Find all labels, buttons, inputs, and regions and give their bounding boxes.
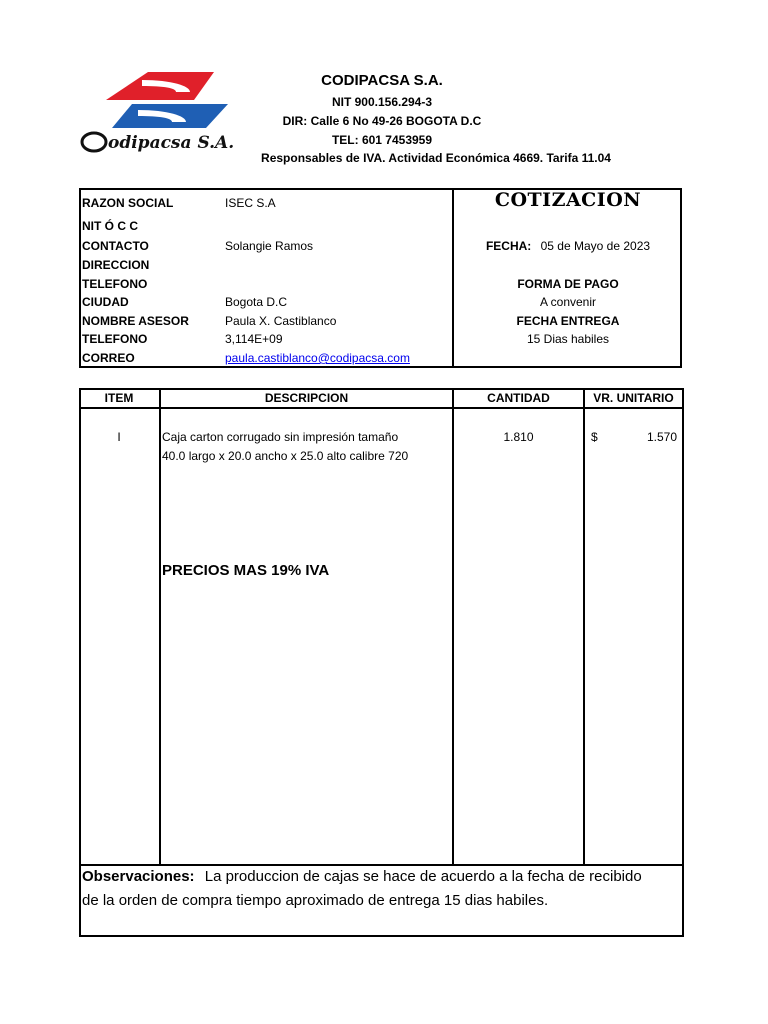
value-razon-social: ISEC S.A [225, 196, 276, 210]
client-box-divider [452, 188, 454, 368]
fecha-label: FECHA: [485, 239, 532, 253]
fecha-entrega-value: 15 Dias habiles [526, 332, 610, 346]
company-logo [78, 66, 258, 158]
forma-pago-value: A convenir [539, 295, 597, 309]
header-vr-unitario: VR. UNITARIO [593, 391, 674, 405]
label-telefono-asesor: TELEFONO [82, 332, 148, 346]
label-razon-social: RAZON SOCIAL [82, 196, 174, 210]
items-table [79, 388, 684, 937]
fecha-row [456, 239, 680, 253]
label-nit: NIT Ó C C [82, 219, 138, 233]
header-cantidad: CANTIDAD [487, 391, 550, 405]
company-address: DIR: Calle 6 No 49-26 BOGOTA D.C [282, 114, 482, 128]
email-link[interactable]: paula.castiblanco@codipacsa.com [225, 351, 410, 365]
value-contacto: Solangie Ramos [225, 239, 314, 253]
row-unit-price: 1.570 [646, 430, 677, 444]
observations-label: Observaciones: [82, 868, 195, 885]
col-divider-3 [583, 388, 585, 866]
company-name: CODIPACSA S.A. [321, 72, 443, 89]
observations-line1 [82, 868, 642, 885]
row-currency: $ [591, 430, 598, 444]
row-description-line2: 40.0 largo x 20.0 ancho x 25.0 alto calibre 720 [162, 449, 409, 463]
logo-c-mark [82, 133, 106, 151]
quote-title: COTIZACION [494, 189, 642, 211]
fecha-value: 05 de Mayo de 2023 [540, 239, 651, 253]
value-asesor: Paula X. Castiblanco [225, 314, 337, 328]
header-descripcion: DESCRIPCION [264, 391, 349, 405]
label-correo: CORREO [82, 351, 135, 365]
header-item: ITEM [104, 391, 134, 405]
company-phone: TEL: 601 7453959 [331, 133, 433, 147]
label-direccion: DIRECCION [82, 258, 150, 272]
forma-pago-label: FORMA DE PAGO [517, 277, 619, 291]
col-divider-1 [159, 388, 161, 866]
value-telefono-asesor: 3,114E+09 [225, 332, 283, 346]
row-item: I [117, 430, 121, 444]
observations-divider [79, 864, 684, 866]
label-ciudad: CIUDAD [82, 295, 129, 309]
label-telefono: TELEFONO [82, 277, 148, 291]
observations-text-line1: La produccion de cajas se hace de acuerdo a la fecha de recibido [204, 868, 642, 885]
company-tax-note: Responsables de IVA. Actividad Económica 4669. Tarifa 11.04 [261, 151, 611, 165]
company-nit: NIT 900.156.294-3 [331, 95, 433, 109]
header-row-divider [79, 407, 684, 409]
label-contacto: CONTACTO [82, 239, 149, 253]
value-ciudad: Bogota D.C [225, 295, 288, 309]
iva-note: PRECIOS MAS 19% IVA [162, 562, 330, 579]
observations-text-line2: de la orden de compra tiempo aproximado de entrega 15 dias habiles. [82, 892, 549, 909]
logo-graphic [78, 66, 258, 158]
row-description-line1: Caja carton corrugado sin impresión tamaño [162, 430, 399, 444]
row-cantidad: 1.810 [503, 430, 534, 444]
value-correo [225, 351, 410, 365]
label-asesor: NOMBRE ASESOR [82, 314, 189, 328]
logo-text: odipacsa S.A. [108, 133, 235, 153]
fecha-entrega-label: FECHA ENTREGA [516, 314, 620, 328]
col-divider-2 [452, 388, 454, 866]
